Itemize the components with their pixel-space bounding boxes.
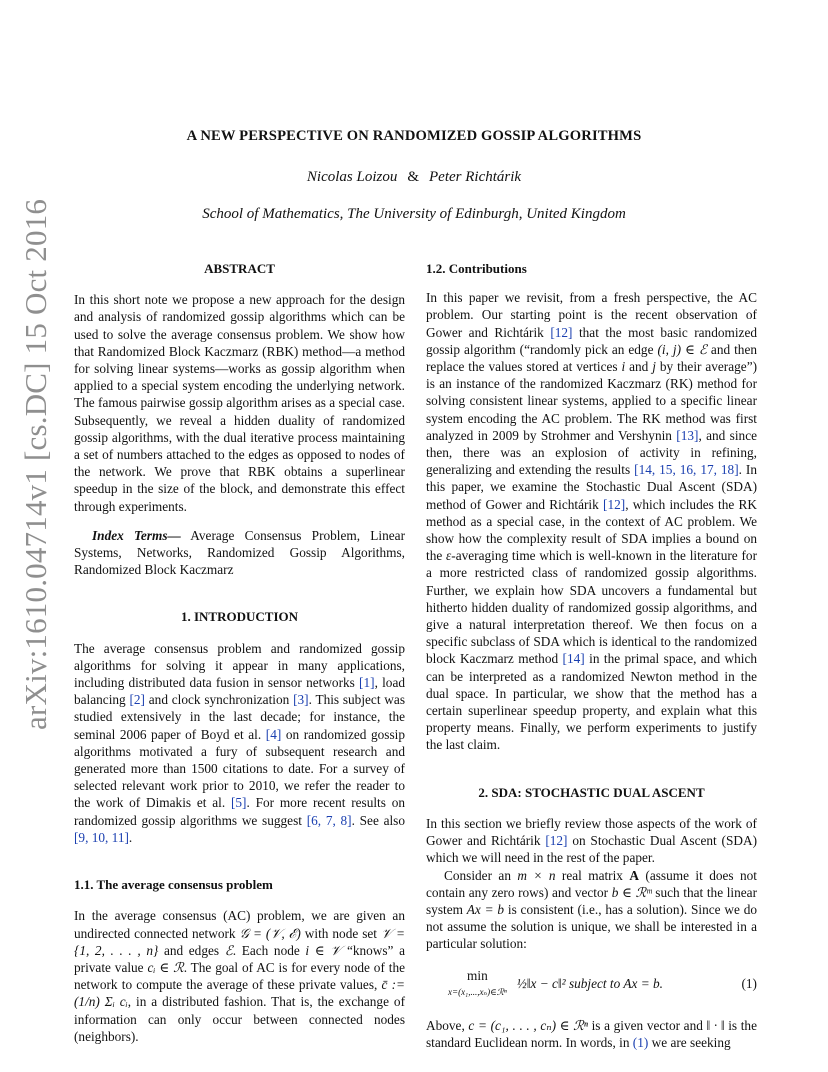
body-text: on Stochastic Dual Ascent (SDA) which we will need in the rest of the paper. bbox=[426, 833, 758, 866]
equation-subscript: x=(x₁,...,xₙ)∈ℛⁿ bbox=[448, 986, 507, 997]
equation-min-block bbox=[448, 967, 507, 1001]
paper-title: A NEW PERSPECTIVE ON RANDOMIZED GOSSIP ALGORITHMS bbox=[186, 128, 642, 144]
body-text: is a given vector and bbox=[591, 1017, 703, 1033]
index-terms-label: Index Terms— bbox=[92, 527, 181, 543]
math-inline: j bbox=[652, 359, 656, 375]
math-inline: ℰ bbox=[224, 942, 233, 958]
right-column bbox=[426, 260, 757, 1051]
body-text: in the primal space, and which can be interpreted as a randomized Newton method in the dual space. In particular, we show that the method has a certain superlinear speedup property, and explain what this property means. Finally, we perform experiments to justify the last claim. bbox=[426, 651, 758, 753]
equation-min: min bbox=[467, 967, 488, 983]
author-2: Peter Richtárik bbox=[429, 169, 522, 185]
math-inline: i bbox=[621, 359, 626, 375]
citation-link[interactable]: [14, 15, 16, 17, 18] bbox=[634, 462, 739, 478]
contributions-paragraph bbox=[426, 289, 757, 753]
equation-number: (1) bbox=[741, 976, 757, 992]
author-1: Nicolas Loizou bbox=[306, 169, 398, 185]
body-text: , in a distributed fashion. That is, the exchange of information can only occur between connected nodes (neighbors). bbox=[74, 994, 405, 1044]
body-text: such that the linear system bbox=[426, 884, 758, 917]
citation-link[interactable]: [14] bbox=[562, 651, 585, 667]
sda-heading: 2. SDA: STOCHASTIC DUAL ASCENT bbox=[478, 784, 705, 800]
body-text: (assume it does not contain any zero rows) and vector bbox=[426, 867, 757, 900]
equation-reference-link[interactable]: (1) bbox=[632, 1035, 649, 1051]
intro-text: . bbox=[128, 829, 133, 845]
citation-link[interactable]: [12] bbox=[550, 324, 573, 340]
affiliation: School of Mathematics, The University of Edinburgh, United Kingdom bbox=[202, 206, 626, 222]
index-terms bbox=[74, 527, 405, 579]
body-text: Consider an bbox=[444, 867, 511, 883]
body-text: and edges bbox=[163, 942, 220, 958]
sda-setup-paragraph bbox=[426, 867, 757, 953]
intro-text: The average consensus problem and randomized gossip algorithms for solving it appear in many applications, including distributed data fusion in sensor networks bbox=[74, 640, 405, 691]
citation-link[interactable]: [6, 7, 8] bbox=[306, 812, 352, 828]
body-text: that the most basic randomized gossip algorithm (“randomly pick an edge bbox=[426, 324, 757, 357]
equation-body: ½‖x − c‖² subject to Ax = b. bbox=[516, 976, 663, 992]
body-text: we are seeking bbox=[651, 1035, 731, 1051]
citation-link[interactable]: [12] bbox=[545, 833, 568, 849]
intro-text: and clock synchronization bbox=[148, 692, 290, 708]
sda-intro-paragraph bbox=[426, 815, 757, 867]
math-inline: (i, j) ∈ ℰ bbox=[657, 341, 707, 357]
citation-link[interactable]: [12] bbox=[603, 496, 626, 512]
citation-link[interactable]: [1] bbox=[359, 675, 375, 691]
sda-followup-paragraph bbox=[426, 1017, 757, 1051]
body-text: In this section we briefly review those aspects of the work of Gower and Richtárik bbox=[426, 815, 757, 849]
math-inline: c̄ := (1/n) Σᵢ cᵢ bbox=[74, 977, 405, 1010]
body-text: , and since then, there was an explosion of activity in refining, generalizing and extending the results bbox=[426, 427, 757, 478]
math-inline: ε bbox=[446, 548, 452, 564]
author-line bbox=[0, 169, 828, 186]
intro-paragraph bbox=[74, 640, 405, 846]
math-inline: ‖ · ‖ bbox=[706, 1017, 725, 1033]
abstract-text: In this short note we propose a new approach for the design and analysis of randomized gossip algorithms which can be used to solve the average consensus problem. We show how that Randomized Block Kaczmarz (RBK) method—a method for solving linear systems—works as gossip algorithm when applied to a special system encoding the underlying network. The famous pairwise gossip algorithm arises as a special case. Subsequently, we reveal a hidden duality of randomized gossip algorithms, with the dual iterative process maintaining a set of numbers attached to the edges as opposed to nodes of the network. We prove that RBK obtains a superlinear speedup in the size of the block, and demonstrate this effect through experiments. bbox=[74, 292, 405, 514]
body-text: is consistent (i.e., has a solution). Since we do not assume the solution is unique, we shall be interested in a particular solution: bbox=[426, 901, 758, 952]
body-text: . Each node bbox=[232, 942, 300, 958]
math-inline: A bbox=[629, 867, 639, 883]
equation-1 bbox=[426, 967, 757, 1001]
math-inline: Ax = b bbox=[466, 901, 505, 917]
body-text: real matrix bbox=[561, 867, 623, 883]
math-inline: cᵢ ∈ ℛ bbox=[147, 959, 184, 975]
contributions-heading: 1.2. Contributions bbox=[426, 261, 527, 276]
body-text: is the standard Euclidean norm. In words, in bbox=[426, 1017, 757, 1051]
body-text: by their average”) is an instance of the randomized Kaczmarz (RK) method for solving consistent linear systems, applied to a specific linear system encoding the AC problem. The RK method was first analyzed in 2009 by Strohmer and Vershynin bbox=[426, 359, 758, 443]
math-inline: m × n bbox=[517, 867, 556, 883]
body-text: -averaging time which is well-known in the literature for a more restricted class of randomized gossip algorithms. Further, we explain how SDA uncovers a fundamental but hitherto hidden duality of randomized gossip algorithms, and give a natural interpretation thereof. We then focus on a specific subclass of SDA which is identical to the randomized block Kaczmarz method bbox=[426, 548, 758, 667]
math-inline: 𝒢 = (𝒱, ℰ) bbox=[239, 925, 301, 941]
author-separator: & bbox=[407, 169, 420, 185]
body-text: and then replace the values stored at vertices bbox=[426, 341, 758, 375]
body-text: with node set bbox=[304, 925, 377, 941]
intro-text: . This subject was studied extensively in the last decade; for instance, the seminal 2006 paper of Boyd et al. bbox=[74, 692, 405, 742]
avg-consensus-paragraph bbox=[74, 907, 405, 1045]
abstract-heading: ABSTRACT bbox=[204, 261, 275, 276]
math-inline: c = (c₁, . . . , cₙ) ∈ ℛⁿ bbox=[468, 1017, 588, 1033]
body-text: “knows” a private value bbox=[74, 942, 405, 975]
body-text: . The goal of AC is for every node of the network to compute the average of these private values, bbox=[74, 959, 406, 993]
body-text: and bbox=[629, 359, 649, 375]
intro-text: . For more recent results on randomized gossip algorithms we suggest bbox=[74, 795, 405, 828]
citation-link[interactable]: [3] bbox=[293, 692, 309, 708]
arxiv-stamp: arXiv:1610.04714v1 [cs.DC] 15 Oct 2016 bbox=[18, 198, 53, 730]
citation-link[interactable]: [9, 10, 11] bbox=[74, 829, 129, 845]
citation-link[interactable]: [2] bbox=[129, 692, 145, 708]
intro-text: on randomized gossip algorithms motivated a fury of subsequent research and generated more than 1500 citations to date. For a survey of selected relevant work prior to 2010, we refer the reader to the work of Dimakis et al. bbox=[74, 726, 405, 811]
avg-consensus-heading: 1.1. The average consensus problem bbox=[74, 877, 273, 893]
math-inline: 𝒱 = {1, 2, . . . , n} bbox=[74, 925, 406, 958]
math-inline: i ∈ 𝒱 bbox=[305, 942, 342, 958]
citation-link[interactable]: [5] bbox=[230, 795, 247, 811]
left-column bbox=[74, 260, 405, 1045]
intro-heading: 1. INTRODUCTION bbox=[180, 609, 298, 625]
body-text: , which includes the RK method as a special case, in the context of AC problem. We show how the complexity result of SDA implies a bound on the bbox=[426, 496, 757, 564]
intro-text: , load balancing bbox=[74, 675, 405, 708]
body-text: . In this paper, we examine the Stochastic Dual Ascent (SDA) method of Gower and Richtárik bbox=[426, 462, 758, 512]
citation-link[interactable]: [13] bbox=[676, 427, 699, 443]
body-text: In the average consensus (AC) problem, we are given an undirected connected network bbox=[74, 908, 405, 941]
body-text: Above, bbox=[426, 1017, 465, 1033]
intro-text: . See also bbox=[351, 812, 406, 828]
citation-link[interactable]: [4] bbox=[265, 726, 282, 742]
body-text: In this paper we revisit, from a fresh perspective, the AC problem. Our starting point is the recent observation of Gower and Richtárik bbox=[426, 290, 757, 340]
math-inline: b ∈ ℛᵐ bbox=[611, 884, 652, 900]
index-terms-text: Average Consensus Problem, Linear Systems, Networks, Randomized Gossip Algorithms, Randomized Block Kaczmarz bbox=[74, 527, 405, 578]
